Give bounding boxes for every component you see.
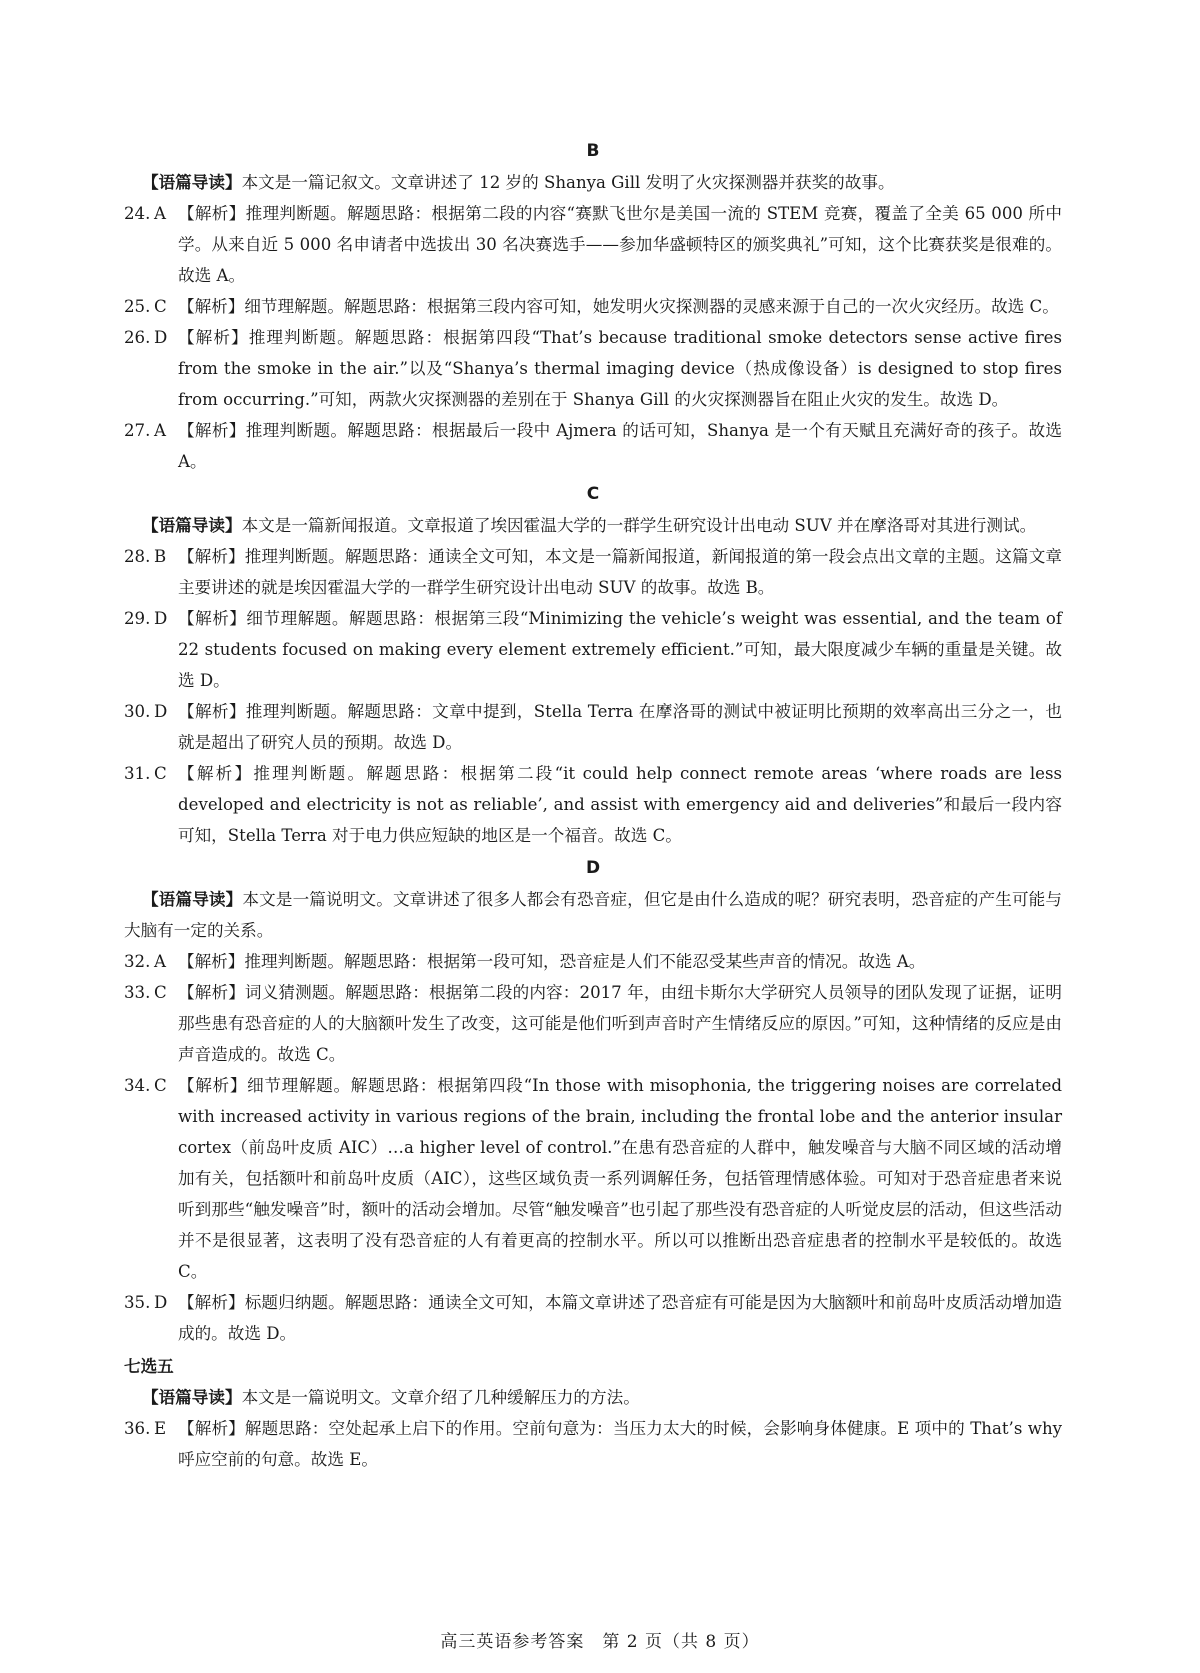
part-label-seven-choose-five: 七选五 <box>124 1357 174 1376</box>
intro-tag: 【语篇导读】 <box>142 516 242 535</box>
question-number: 28. <box>124 547 151 566</box>
section-intro-part7 <box>124 1382 1062 1413</box>
question-number: 33. <box>124 983 151 1002</box>
question-number: 35. <box>124 1293 151 1312</box>
answer-list-c <box>124 541 1062 851</box>
explanation-text: 细节理解题。解题思路：根据第四段“In those with misophonia, the triggering noises are correlated with increased activity in various regions of the brain, including the frontal lobe and the anterior insular cortex（前岛叶皮质 AIC）…a higher level of control.”在患有恐音症的人群中，触发噪音与大脑不同区域的活动增加有关，包括额叶和前岛叶皮质（AIC），这些区域负责一系列调解任务，包括管理情感体验。可知对于恐音症患者来说听到那些“触发噪音”时，额叶的活动会增加。尽管“触发噪音”也引起了那些没有恐音症的人听觉皮层的活动，但这些活动并不是很显著，这表明了没有恐音症的人有着更高的控制水平。所以可以推断出恐音症患者的控制水平是较低的。故选 C。 <box>178 1076 1063 1281</box>
answer-item <box>124 541 1062 603</box>
answer-letter: D <box>154 702 168 721</box>
explanation-tag: 【解析】 <box>178 328 249 347</box>
answer-item <box>124 1413 1062 1475</box>
answer-list-part7 <box>124 1413 1062 1475</box>
explanation-text: 标题归纳题。解题思路：通读全文可知，本篇文章讲述了恐音症有可能是因为大脑额叶和前岛叶皮质活动增加造成的。故选 D。 <box>178 1293 1063 1343</box>
explanation-tag: 【解析】 <box>178 297 245 316</box>
question-number: 24. <box>124 204 151 223</box>
answer-letter: E <box>154 1419 167 1438</box>
explanation-tag: 【解析】 <box>178 983 245 1002</box>
answer-item <box>124 322 1062 415</box>
answer-letter: C <box>154 1076 167 1095</box>
section-intro-d <box>124 884 1062 946</box>
explanation-tag: 【解析】 <box>178 1293 245 1312</box>
explanation <box>178 1287 1062 1349</box>
question-number: 25. <box>124 297 151 316</box>
explanation-text: 细节理解题。解题思路：根据第三段内容可知，她发明火灾探测器的灵感来源于自己的一次火灾经历。故选 C。 <box>244 297 1059 316</box>
question-number: 26. <box>124 328 151 347</box>
answer-letter: D <box>154 609 168 628</box>
answer-item <box>124 946 1062 977</box>
explanation <box>178 946 1062 977</box>
explanation-tag: 【解析】 <box>178 1419 245 1438</box>
answer-letter: B <box>154 547 167 566</box>
answer-letter: D <box>154 1293 168 1312</box>
intro-tag: 【语篇导读】 <box>142 1388 242 1407</box>
explanation-text: 推理判断题。解题思路：根据第二段“it could help connect remote areas ‘where roads are less developed and electricity is not as reliable’, and assist with emergency aid and deliveries”和最后一段内容可知，Stella Terra 对于电力供应短缺的地区是一个福音。故选 C。 <box>178 764 1062 845</box>
explanation-tag: 【解析】 <box>178 547 245 566</box>
intro-text: 本文是一篇记叙文。文章讲述了 12 岁的 Shanya Gill 发明了火灾探测器并获奖的故事。 <box>241 173 895 192</box>
explanation-text: 解题思路：空处起承上启下的作用。空前句意为：当压力太大的时候，会影响身体健康。E 项中的 That’s why 呼应空前的句意。故选 E。 <box>178 1419 1063 1469</box>
explanation-text: 细节理解题。解题思路：根据第三段“Minimizing the vehicle’s weight was essential, and the team of 22 students focused on making every element extremely efficient.”可知，最大限度减少车辆的重量是关键。故选 D。 <box>178 609 1062 690</box>
explanation-tag: 【解析】 <box>178 421 246 440</box>
explanation <box>178 1070 1062 1287</box>
intro-text: 本文是一篇新闻报道。文章报道了埃因霍温大学的一群学生研究设计出电动 SUV 并在摩洛哥对其进行测试。 <box>241 516 1037 535</box>
explanation-text: 推理判断题。解题思路：根据最后一段中 Ajmera 的话可知，Shanya 是一个有天赋且充满好奇的孩子。故选 A。 <box>178 421 1063 471</box>
intro-tag: 【语篇导读】 <box>142 173 242 192</box>
answer-item <box>124 977 1062 1070</box>
answer-letter: C <box>154 983 167 1002</box>
question-number: 34. <box>124 1076 151 1095</box>
section-title-c: C <box>586 484 600 504</box>
answer-letter: A <box>154 204 166 223</box>
answer-item <box>124 291 1062 322</box>
section-intro-b <box>124 167 1062 198</box>
intro-text: 本文是一篇说明文。文章讲述了很多人都会有恐音症，但它是由什么造成的呢？研究表明，恐音症的产生可能与大脑有一定的关系。 <box>124 890 1063 940</box>
explanation-tag: 【解析】 <box>178 764 254 783</box>
explanation-text: 词义猜测题。解题思路：根据第二段的内容：2017 年，由纽卡斯尔大学研究人员领导的团队发现了证据，证明那些患有恐音症的人的大脑额叶发生了改变，这可能是他们听到声音时产生情绪反应的原因。”可知，这种情绪的反应是由声音造成的。故选 C。 <box>178 983 1062 1064</box>
answer-item <box>124 1287 1062 1349</box>
page-footer: 高三英语参考答案 第 2 页（共 8 页） <box>440 1632 760 1652</box>
explanation <box>178 977 1062 1070</box>
section-intro-c <box>124 510 1062 541</box>
answer-letter: D <box>154 328 168 347</box>
explanation <box>178 322 1062 415</box>
answer-item <box>124 198 1062 291</box>
answer-item <box>124 603 1062 696</box>
explanation <box>178 541 1062 603</box>
question-number: 27. <box>124 421 151 440</box>
explanation-tag: 【解析】 <box>178 204 246 223</box>
intro-text: 本文是一篇说明文。文章介绍了几种缓解压力的方法。 <box>241 1388 640 1407</box>
explanation-tag: 【解析】 <box>178 609 247 628</box>
answer-item <box>124 415 1062 477</box>
question-number: 31. <box>124 764 151 783</box>
answer-item <box>124 696 1062 758</box>
explanation-text: 推理判断题。解题思路：根据第一段可知，恐音症是人们不能忍受某些声音的情况。故选 A。 <box>244 952 926 971</box>
question-number: 32. <box>124 952 151 971</box>
answer-item <box>124 758 1062 851</box>
answer-list-d <box>124 946 1062 1349</box>
explanation-tag: 【解析】 <box>178 1076 248 1095</box>
explanation <box>178 415 1062 477</box>
question-number: 29. <box>124 609 151 628</box>
explanation <box>178 603 1062 696</box>
explanation-text: 推理判断题。解题思路：通读全文可知，本文是一篇新闻报道，新闻报道的第一段会点出文章的主题。这篇文章主要讲述的就是埃因霍温大学的一群学生研究设计出电动 SUV 的故事。故选 B。 <box>178 547 1063 597</box>
answer-letter: C <box>154 764 167 783</box>
explanation-text: 推理判断题。解题思路：根据第四段“That’s because traditional smoke detectors sense active fires from the smoke in the air.”以及“Shanya’s thermal imaging device（热成像设备）is designed to stop fires from occurring.”可知，两款火灾探测器的差别在于 Shanya Gill 的火灾探测器旨在阻止火灾的发生。故选 D。 <box>178 328 1063 409</box>
page-content <box>124 134 1062 1475</box>
explanation <box>178 1413 1062 1475</box>
explanation-text: 推理判断题。解题思路：根据第二段的内容“赛默飞世尔是美国一流的 STEM 竞赛，覆盖了全美 65 000 所中学。从来自近 5 000 名申请者中选拔出 30 名决赛选手——参加华盛顿特区的颁奖典礼”可知，这个比赛获奖是很难的。故选 A。 <box>178 204 1062 285</box>
explanation-tag: 【解析】 <box>178 702 246 721</box>
intro-tag: 【语篇导读】 <box>142 890 243 909</box>
answer-letter: A <box>154 952 166 971</box>
explanation-tag: 【解析】 <box>178 952 245 971</box>
answer-item <box>124 1070 1062 1287</box>
question-number: 36. <box>124 1419 151 1438</box>
explanation-text: 推理判断题。解题思路：文章中提到，Stella Terra 在摩洛哥的测试中被证明比预期的效率高出三分之一，也就是超出了研究人员的预期。故选 D。 <box>178 702 1062 752</box>
explanation <box>178 696 1062 758</box>
explanation <box>178 291 1062 322</box>
answer-letter: C <box>154 297 167 316</box>
answer-letter: A <box>154 421 166 440</box>
answer-list-b <box>124 198 1062 477</box>
explanation <box>178 758 1062 851</box>
question-number: 30. <box>124 702 151 721</box>
section-title-d: D <box>585 858 601 878</box>
section-title-b: B <box>586 141 600 161</box>
explanation <box>178 198 1062 291</box>
